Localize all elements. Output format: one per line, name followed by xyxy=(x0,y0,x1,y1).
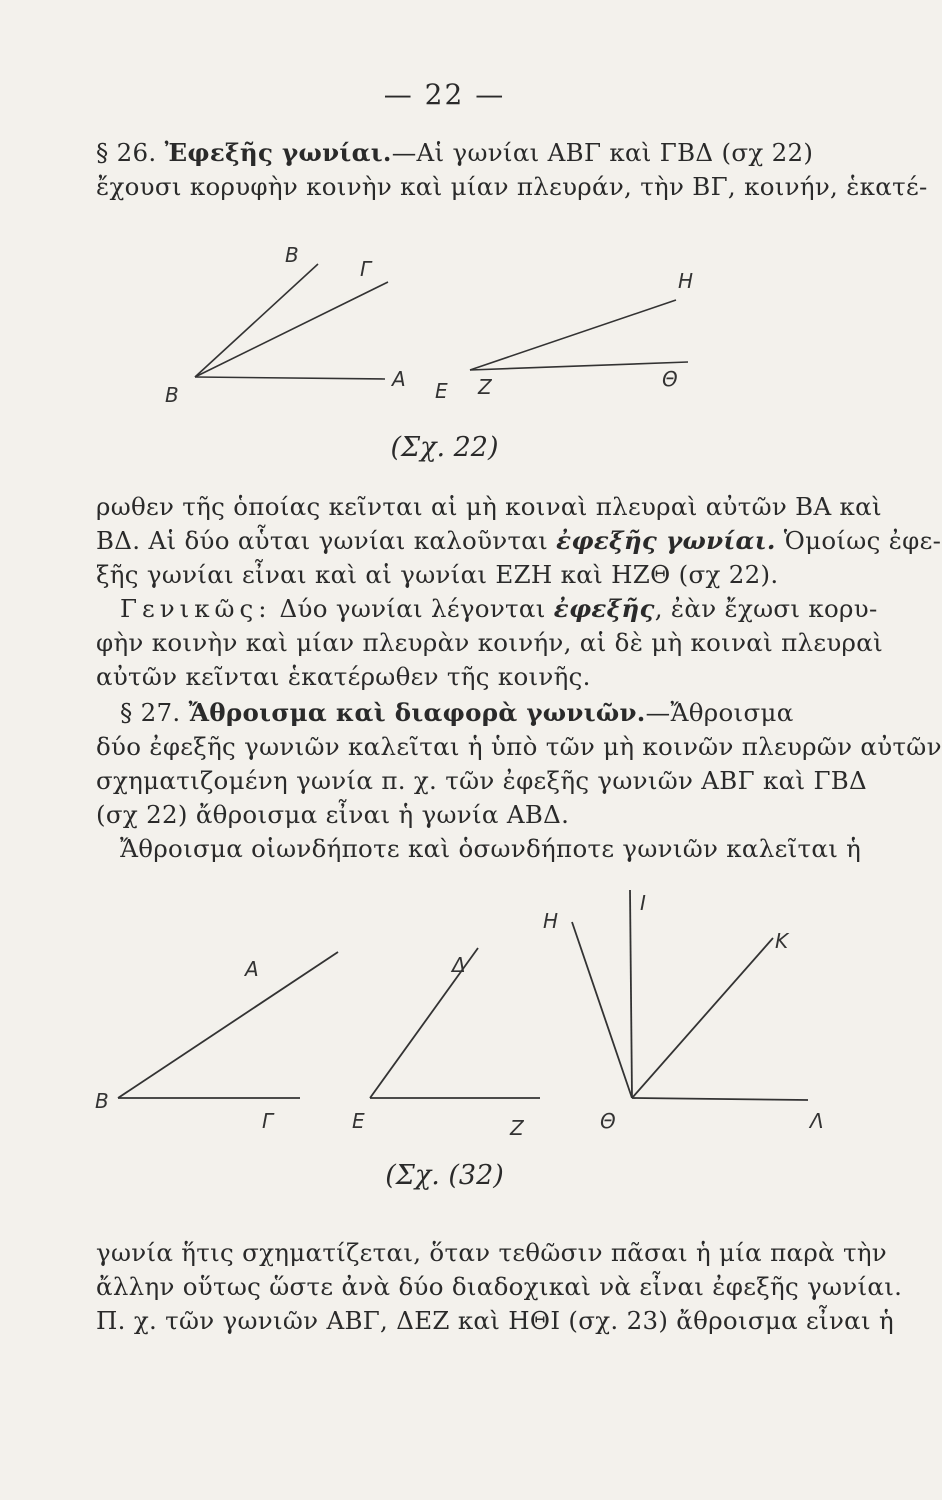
sec26-line6-b: , ἐὰν ἔχωσι κορυ- xyxy=(654,594,878,623)
sec27-line-3: σχηματιζομένη γωνία π. χ. τῶν ἐφεξῆς γωνιῶν ΑΒΓ καὶ ΓΒΔ xyxy=(96,766,868,795)
sec26-line-1 xyxy=(96,138,816,167)
sec26-line-2: ἔχουσι κορυφὴν κοινὴν καὶ μίαν πλευράν, τὴν ΒΓ, κοινήν, ἑκατέ- xyxy=(96,172,928,201)
fig22-ray-ZH xyxy=(470,300,676,370)
tail-line-1: γωνία ἥτις σχηματίζεται, ὅταν τεθῶσιν πᾶσαι ἡ μία παρὰ τὴν xyxy=(96,1238,887,1267)
sec26-line4-a: ΒΔ. Αἱ δύο αὗται γωνίαι καλοῦνται xyxy=(96,526,557,555)
fig32-label-E: Ε xyxy=(352,1109,365,1133)
fig32-label-B: Β xyxy=(95,1089,109,1113)
sec27-title: Ἄθροισμα καὶ διαφορὰ γωνιῶν. xyxy=(188,698,646,727)
figure-22 xyxy=(0,240,889,430)
page-number: — 22 — xyxy=(383,78,506,111)
sec26-line1-rest: —Αἱ γωνίαι ΑΒΓ καὶ ΓΒΔ (σχ 22) xyxy=(391,138,814,167)
sec26-number: § 26. xyxy=(96,138,157,167)
tail-line-3: Π. χ. τῶν γωνιῶν ΑΒΓ, ΔΕΖ καὶ ΗΘΙ (σχ. 23) ἄθροισμα εἶναι ἡ xyxy=(96,1306,894,1335)
sec26-title: Ἐφεξῆς γωνίαι. xyxy=(164,138,392,167)
fig32-ray-ThH xyxy=(572,922,632,1098)
fig32-ray-ThL xyxy=(632,1098,808,1100)
sec27-line-5: Ἄθροισμα οἱωνδήποτε καὶ ὁσωνδήποτε γωνιῶν καλεῖται ἡ xyxy=(120,834,862,863)
fig22-label-H: Η xyxy=(678,269,694,293)
fig22-label-G: Γ xyxy=(360,257,372,281)
fig32-ray-ThK xyxy=(632,938,773,1098)
fig32-label-Th: Θ xyxy=(600,1109,616,1133)
sec26-line-4 xyxy=(96,526,942,555)
fig32-label-Z: Ζ xyxy=(510,1116,524,1140)
fig22-label-Z: Ζ xyxy=(478,375,492,399)
fig32-label-D: Δ xyxy=(452,953,466,977)
fig22-label-E: Ε xyxy=(435,379,448,403)
fig22-ray-ZTh xyxy=(470,362,688,370)
fig32-ray-BA xyxy=(118,952,338,1098)
fig32-label-K: Κ xyxy=(775,929,789,953)
sec26-term-adjacent-angles: ἐφεξῆς γωνίαι. xyxy=(556,526,776,555)
fig22-ray-BA xyxy=(195,264,318,377)
sec26-line4-b: Ὁμοίως ἐφε- xyxy=(775,526,942,555)
fig32-label-I: Ι xyxy=(640,891,646,915)
sec26-general-word: Γενικῶς: xyxy=(120,594,272,623)
fig32-label-A: Α xyxy=(245,957,259,981)
fig22-ray-BD xyxy=(195,377,385,379)
sec26-line6-a: Δύο γωνίαι λέγονται xyxy=(271,594,554,623)
sec26-line-5: ξῆς γωνίαι εἶναι καὶ αἱ γωνίαι ΕΖΗ καὶ ΗΖΘ (σχ 22). xyxy=(96,560,779,589)
sec26-line-8: αὐτῶν κεῖνται ἑκατέρωθεν τῆς κοινῆς. xyxy=(96,662,591,691)
fig32-label-G: Γ xyxy=(262,1109,274,1133)
fig32-label-L: Λ xyxy=(810,1109,824,1133)
fig22-label-Th: Θ xyxy=(662,367,678,391)
sec26-line-6 xyxy=(120,594,878,623)
fig22-label-B-vertex: Β xyxy=(165,383,179,407)
fig22-ray-BG xyxy=(195,282,388,377)
sec26-term-adjacent: ἐφεξῆς xyxy=(553,594,655,623)
fig22-label-A: Α xyxy=(392,367,406,391)
tail-line-2: ἄλλην οὕτως ὥστε ἀνὰ δύο διαδοχικαὶ νὰ εἶναι ἐφεξῆς γωνίαι. xyxy=(96,1272,903,1301)
figure-32 xyxy=(0,880,889,1140)
fig32-ray-ThI xyxy=(630,890,632,1098)
fig22-caption: (Σχ. 22) xyxy=(390,432,499,463)
sec26-line-7: φὴν κοινὴν καὶ μίαν πλευρὰν κοινήν, αἱ δὲ μὴ κοιναὶ πλευραὶ xyxy=(96,628,883,657)
fig32-label-H: Η xyxy=(543,909,559,933)
sec27-line-2: δύο ἐφεξῆς γωνιῶν καλεῖται ἡ ὑπὸ τῶν μὴ κοινῶν πλευρῶν αὐτῶν xyxy=(96,732,942,761)
fig22-label-B-top: Β xyxy=(285,243,299,267)
fig32-caption: (Σχ. (32) xyxy=(385,1160,504,1191)
sec27-line-4: (σχ 22) ἄθροισμα εἶναι ἡ γωνία ΑΒΔ. xyxy=(96,800,570,829)
sec26-line-3: ρωθεν τῆς ὁποίας κεῖνται αἱ μὴ κοιναὶ πλευραὶ αὐτῶν ΒΑ καὶ xyxy=(96,492,882,521)
sec27-line-1 xyxy=(120,698,840,727)
sec27-number: § 27. xyxy=(120,698,181,727)
sec27-line1-rest: —Ἄθροισμα xyxy=(645,698,794,727)
